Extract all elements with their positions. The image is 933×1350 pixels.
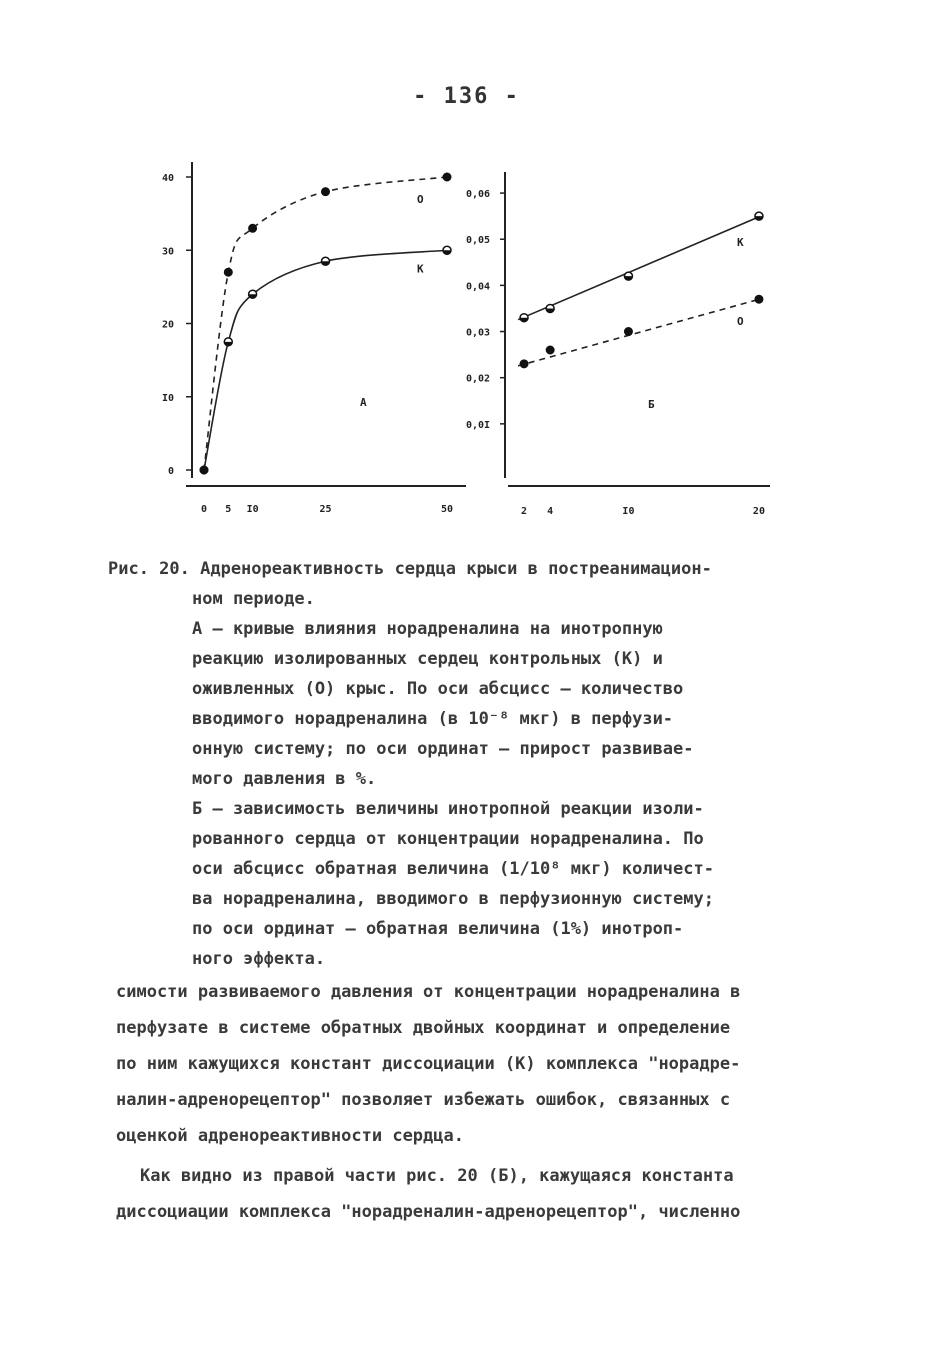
panel-a-label: А: [360, 396, 367, 409]
figure-20: [0, 0, 933, 540]
caption-a-line: оживленных (О) крыс. По оси абсцисс – количество: [192, 679, 684, 699]
body-line: диссоциации комплекса "норадреналин-адренорецептор", численно: [116, 1202, 741, 1222]
x-tick-label: I0: [246, 504, 259, 515]
data-point-filled: [546, 346, 554, 354]
body-line: симости развиваемого давления от концентрации норадреналина в: [116, 982, 741, 1002]
caption-b-line: ного эффекта.: [192, 949, 326, 969]
series-label: К: [417, 262, 424, 276]
y-tick-label: 0,04: [466, 281, 491, 293]
series-line-k: [204, 250, 447, 470]
series-label: К: [736, 236, 744, 250]
x-tick-label: 4: [547, 506, 554, 517]
body-line: налин-адренорецептор" позволяет избежать ошибок, связанных с: [116, 1090, 731, 1110]
caption-b-line: по оси ординат – обратная величина (1%) инотроп-: [192, 919, 684, 939]
y-tick-label: 20: [161, 319, 174, 331]
y-tick-label: 0: [167, 466, 174, 477]
y-tick-label: 0,05: [466, 235, 491, 247]
data-point-filled: [755, 295, 763, 303]
caption-head-cont: ном периоде.: [192, 589, 315, 609]
caption-a-line: вводимого норадреналина (в 10⁻⁸ мкг) в перфузи-: [192, 709, 674, 729]
series-label: О: [417, 193, 424, 206]
figure-caption: [108, 554, 828, 974]
body-line: Как видно из правой части рис. 20 (Б), кажущаяся константа: [140, 1166, 734, 1186]
y-tick-label: 0,0I: [466, 419, 491, 431]
x-tick-label: 5: [225, 504, 232, 515]
x-tick-label: I0: [622, 506, 635, 517]
caption-a-line: реакцию изолированных сердец контрольных (К) и: [192, 649, 663, 669]
y-tick-label: 0,02: [466, 373, 491, 385]
data-point-filled: [224, 268, 232, 276]
body-line: перфузате в системе обратных двойных координат и определение: [116, 1018, 731, 1038]
data-point-filled: [200, 466, 208, 474]
y-tick-label: 30: [161, 246, 174, 258]
body-text: [116, 974, 831, 1230]
caption-b-line: рованного сердца от концентрации норадреналина. По: [192, 829, 704, 849]
x-tick-label: 25: [319, 504, 332, 515]
y-tick-label: I0: [161, 392, 174, 404]
panel-b-label: Б: [648, 398, 655, 411]
data-point-filled: [520, 360, 528, 368]
caption-a-line: мого давления в %.: [192, 769, 377, 789]
caption-a-line: А – кривые влияния норадреналина на инотропную: [192, 619, 663, 639]
panel-b: [466, 172, 770, 517]
caption-head: Рис. 20. Адренореактивность сердца крыси в постреанимацион-: [108, 559, 712, 579]
series-label: О: [736, 315, 744, 329]
series-line-o: [204, 177, 447, 470]
panel-a: [162, 162, 466, 515]
caption-b-line: оси абсцисс обратная величина (1/10⁸ мкг) количест-: [192, 859, 714, 879]
x-tick-label: 2: [521, 506, 528, 517]
data-point-filled: [249, 224, 257, 232]
y-tick-label: 0,03: [466, 327, 491, 339]
caption-b-line: ва норадреналина, вводимого в перфузионную систему;: [192, 889, 714, 909]
page-number: - 136 -: [413, 84, 520, 109]
body-line: по ним кажущихся констант диссоциации (К) комплекса "норадре-: [116, 1054, 741, 1074]
caption-b-line: Б – зависимость величины инотропной реакции изоли-: [192, 799, 704, 819]
x-tick-label: 50: [440, 504, 454, 515]
data-point-filled: [443, 173, 451, 181]
caption-a-line: онную систему; по оси ординат – прирост развивае-: [192, 739, 694, 759]
y-tick-label: 40: [161, 173, 174, 184]
data-point-filled: [624, 328, 632, 336]
body-line: оценкой адренореактивности сердца.: [116, 1126, 464, 1146]
x-tick-label: 0: [200, 504, 208, 515]
series-line-k: [518, 215, 763, 320]
y-tick-label: 0,06: [466, 189, 491, 201]
data-point-filled: [322, 188, 330, 196]
x-tick-label: 20: [752, 506, 765, 517]
